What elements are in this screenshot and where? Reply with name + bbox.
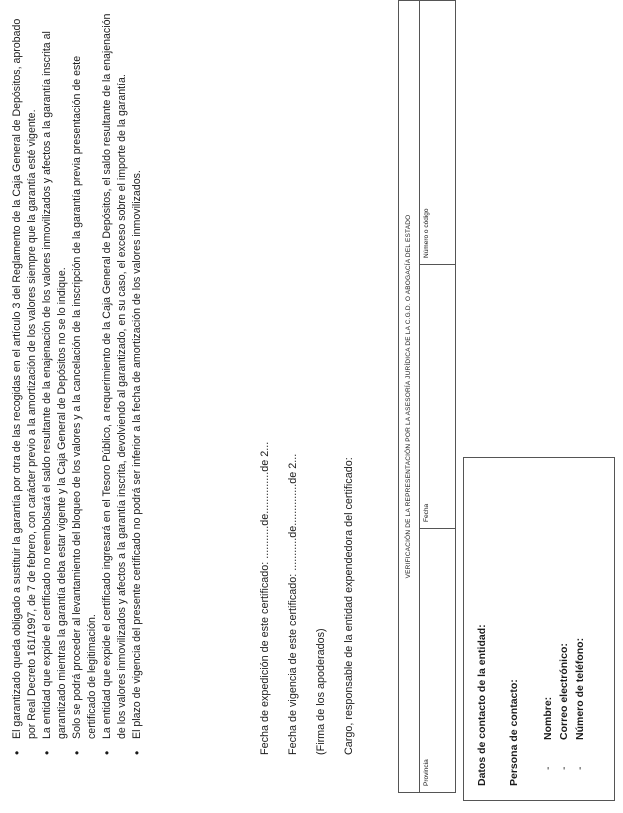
- date-cell: Fecha: [420, 264, 456, 528]
- contact-email-label: Correo electrónico:: [558, 643, 570, 740]
- signature-line: (Firma de los apoderados): [315, 628, 327, 755]
- issue-date-line: Fecha de expedición de este certificado: ...........de..............de 2...: [259, 441, 271, 755]
- contact-phone-label: Número de teléfono:: [574, 637, 586, 740]
- contact-box: [463, 457, 615, 801]
- condition-item: • El plazo de vigencia del presente certificado no podrá ser inferior a la fecha de amortización de los valores inmovilizados.: [130, 10, 145, 755]
- condition-item: • La entidad que expide el certificado no reembolsará el saldo resultante de la enajenación de los valores inmovilizados y afectos a la garantía inscrita al garantizado mientras la garantía deba estar vigente y la Caja General de Depósitos no se lo indique.: [40, 10, 70, 755]
- list-dash: -: [542, 766, 554, 770]
- validity-date-line: Fecha de vigencia de este certificado: ...........de..............de 2...: [287, 453, 299, 755]
- list-dash: -: [558, 766, 570, 770]
- list-dash: -: [574, 766, 586, 770]
- code-cell: Número o código: [423, 208, 430, 258]
- contact-heading: Datos de contacto de la entidad:: [476, 624, 488, 786]
- issuer-position-line: Cargo, responsable de la entidad expendedora del certificado:: [343, 457, 355, 755]
- condition-item: • Solo se podrá proceder al levantamiento del bloqueo de los valores y a la cancelación de la inscripción de la garantía previa presentación de este certificado de legitimación.: [70, 10, 100, 755]
- contact-name-label: Nombre:: [542, 696, 554, 740]
- contact-person-label: Persona de contacto:: [508, 679, 520, 786]
- verification-box: [398, 0, 456, 793]
- condition-item: • La entidad que expide el certificado ingresará en el Tesoro Público, a requerimiento de la Caja General de Depósitos, el saldo resultante de la enajenación de los valores inmovilizados y afectos a la garantía inscrita, devolviendo al garantizado, en su caso, el exceso sobre el importe de la garantía.: [100, 10, 130, 755]
- condition-item: • El garantizado queda obligado a sustituir la garantía por otra de las recogidas en el artículo 3 del Reglamento de la Caja General de Depósitos, aprobado por Real Decreto 161/1997, de 7 de febrero, con carácter previo a la amortización de los valores siempre que la garantía esté vigente.: [10, 10, 40, 755]
- verification-title: VERIFICACIÓN DE LA REPRESENTACIÓN POR LA ASESORÍA JURÍDICA DE LA C.G.D. O ABOGACÍA DEL ESTADO: [405, 214, 412, 579]
- conditions-list: [10, 10, 145, 755]
- province-cell: Provincia: [420, 528, 456, 792]
- verification-cells: [419, 1, 456, 792]
